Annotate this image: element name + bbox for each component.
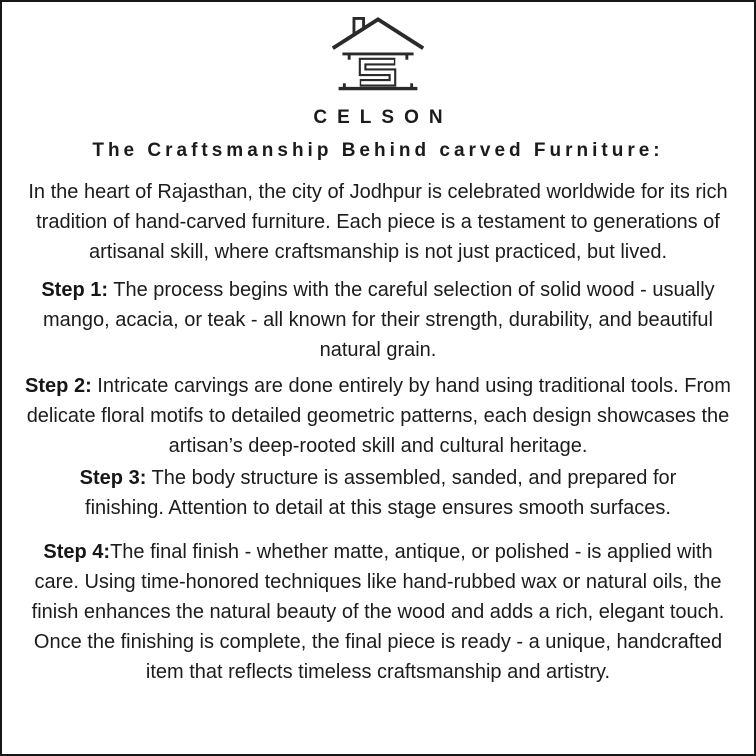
intro-paragraph (13, 177, 743, 267)
step-4-text: The final finish - whether matte, antique, or polished - is applied with care. Using time-honored techniques like hand-rubbed wax or natural oils, the finish enhances the natural beauty of the wood and adds a rich, elegant touch. (31, 541, 725, 623)
step-2-label: Step 2: (25, 375, 92, 397)
step-2-text: Intricate carvings are done entirely by hand using traditional tools. From delicate floral motifs to detailed geometric patterns, each design showcases the artisan’s deep-rooted skill and cultural heritage. (26, 375, 731, 457)
logo-container (2, 12, 754, 99)
closing-paragraph (28, 627, 728, 687)
step-2-paragraph (4, 371, 752, 461)
step-3-label: Step 3: (79, 467, 147, 489)
step-4-paragraph (28, 537, 728, 627)
logo-roof (333, 19, 423, 48)
page-title: The Craftsmanship Behind carved Furniture: (92, 140, 664, 161)
step-3-text: The body structure is assembled, sanded, and prepared for finishing. Attention to detail at this stage ensures smooth surfaces. (85, 467, 677, 519)
step-4-label: Step 4: (43, 541, 111, 563)
celson-house-logo-icon (328, 12, 428, 94)
intro-text: In the heart of Rajasthan, the city of Jodhpur is celebrated worldwide for its rich tradition of hand-carved furniture. Each piece is a testament to generations of artisanal skill, where craftsmanship is not just practiced, but lived. (28, 181, 728, 263)
step-1-paragraph (33, 275, 723, 365)
step-3-paragraph (46, 463, 710, 523)
article-body (2, 177, 754, 687)
brand-name: CELSON (313, 107, 453, 128)
step-1-label: Step 1: (41, 279, 109, 301)
closing-text: Once the finishing is complete, the final piece is ready - a unique, handcrafted item that reflects timeless craftsmanship and artistry. (33, 631, 723, 683)
step-1-text: The process begins with the careful selection of solid wood - usually mango, acacia, or teak - all known for their strength, durability, and beautiful natural grain. (43, 279, 715, 361)
